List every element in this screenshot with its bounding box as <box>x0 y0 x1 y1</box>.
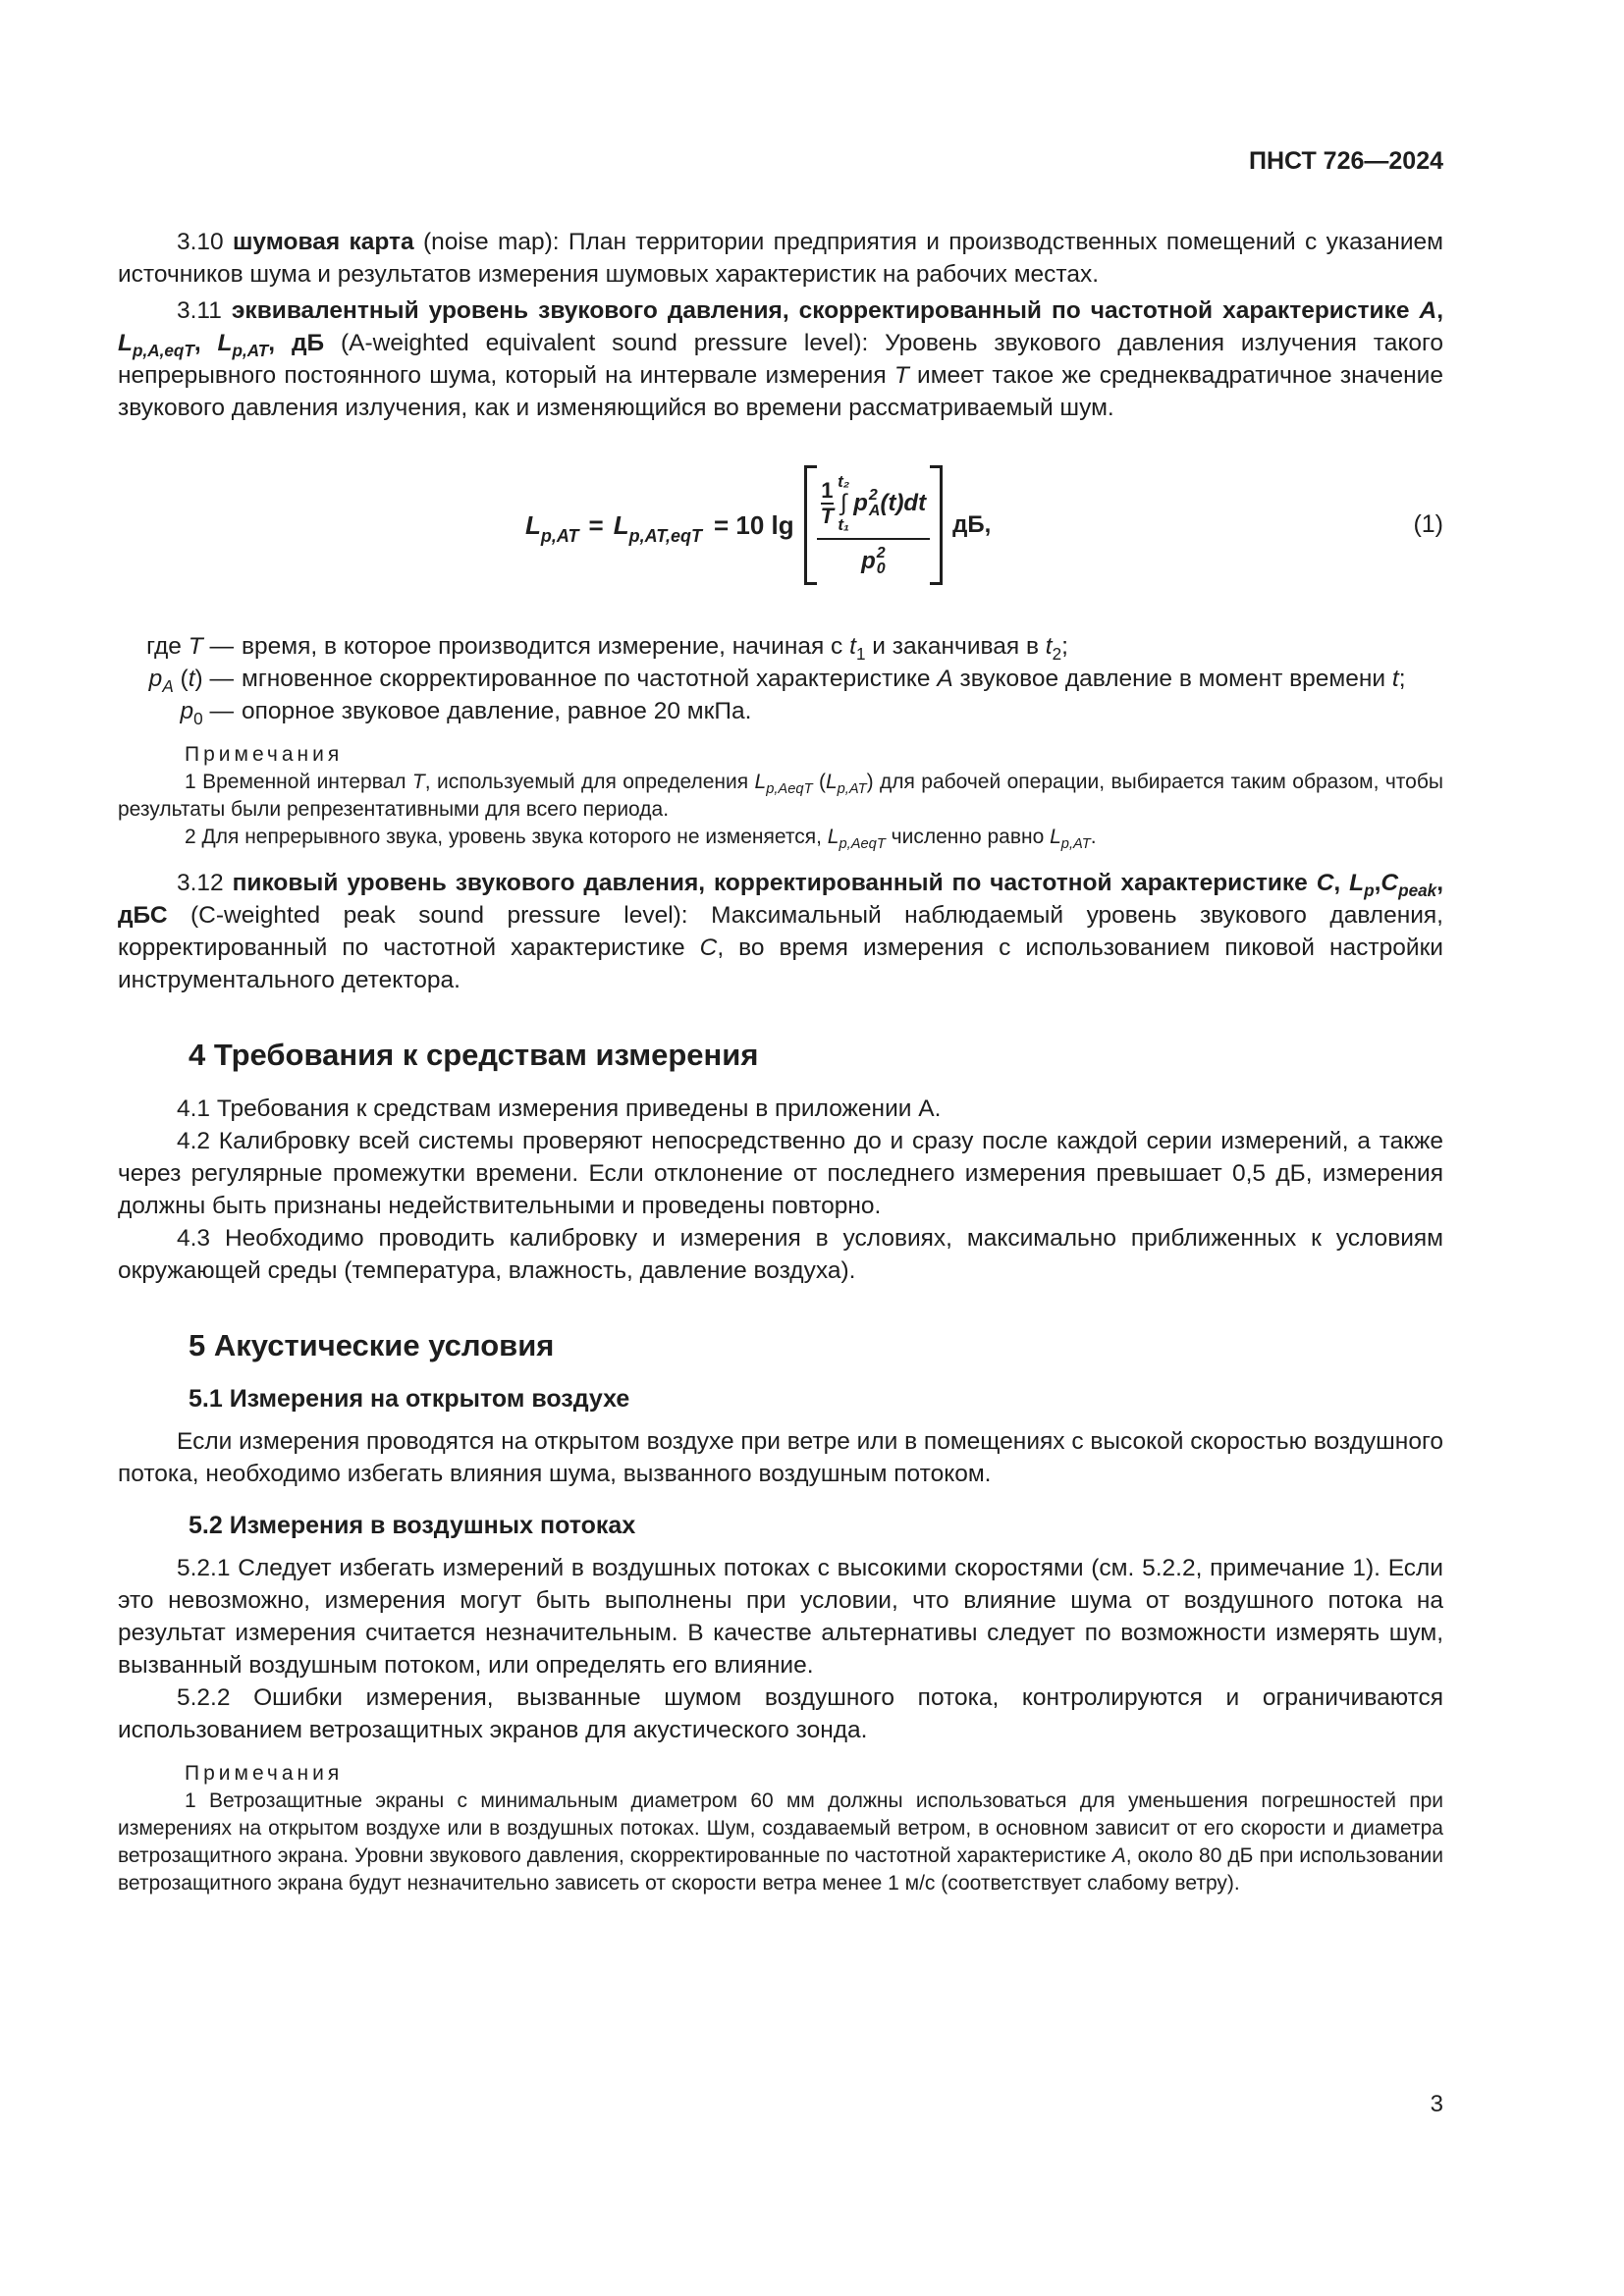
integral-sign: ∫ <box>839 490 847 516</box>
text-run: ) — <box>194 666 234 692</box>
formula-row <box>525 465 991 585</box>
text-run: T <box>893 362 909 389</box>
text-run: — <box>202 633 234 660</box>
text-run: , дБС <box>118 870 1443 929</box>
text-run: , <box>1436 297 1443 324</box>
text-run: , во время измерения с использованием пиковой настройки инструментального детектора. <box>118 934 1443 993</box>
formula-symbol: L <box>525 509 541 540</box>
page-content <box>118 226 1443 1897</box>
text-run: C <box>1316 870 1334 896</box>
text-run: L <box>825 771 838 793</box>
formula-subscript: A <box>868 503 881 519</box>
text-run: C <box>699 934 718 961</box>
text-run: A <box>1419 297 1437 324</box>
text-run: опорное звуковое давление, равное 20 мкПа. <box>242 698 752 724</box>
text-run: ; <box>1398 666 1406 692</box>
term-3-11 <box>118 294 1443 424</box>
definition-term <box>118 630 234 663</box>
text-run: A <box>937 666 953 692</box>
formula-unit: дБ, <box>952 511 992 538</box>
clause-4-3 <box>118 1222 1443 1287</box>
formula-superscript: 2 <box>868 487 878 504</box>
definition-desc <box>234 663 1443 695</box>
formula-symbol: L <box>613 509 629 540</box>
subscript-run: p,A,eqT <box>132 341 194 360</box>
formula-subscript: 0 <box>876 561 886 577</box>
formula-mid <box>613 509 702 546</box>
text-run: 3.10 <box>177 229 233 255</box>
text-run: L <box>1050 826 1061 848</box>
text-run: , используемый для определения <box>424 771 755 793</box>
text-run: (A-weighted equivalent sound pressure level): Уровень звукового давления излучения такого непрерывного постоянного шума, который на интервале измерения <box>118 330 1443 389</box>
section-4-heading: 4 Требования к средствам измерения <box>189 1038 759 1072</box>
formula-subscript: p,AT <box>540 525 579 546</box>
text-run: C <box>1380 870 1399 896</box>
text-run: звуковое давление в момент времени <box>952 666 1392 692</box>
text-run: 2 Для непрерывного звука, уровень звука которого не изменяется, <box>185 826 828 848</box>
text-run: мгновенное скорректированное по частотной характеристике <box>242 666 938 692</box>
subscript-run: 2 <box>1052 644 1062 664</box>
text-run: t <box>849 633 856 660</box>
definition-item <box>118 695 1443 727</box>
formula-equals: = <box>588 509 604 540</box>
text-run: (C-weighted peak sound pressure level): Максимальный наблюдаемый уровень звукового давления, корректированный по частотной характеристике <box>118 902 1443 961</box>
text-run: где <box>146 633 189 660</box>
clause-4-1 <box>118 1093 1443 1125</box>
clause-5-2-1 <box>118 1552 1443 1682</box>
formula-p0 <box>861 546 886 577</box>
document-header-id: ПНСТ 726—2024 <box>1249 147 1443 175</box>
right-bracket-top <box>930 465 940 468</box>
text-run: 5.2.1 Следует избегать измерений в воздушных потоках с высокими скоростями (см. 5.2.2, примечание 1). Если это невозможно, измерения могут быть выполнены при условии, что влияние шума от воздушного потока на результат измерения считается незначительным. В качестве альтернативы следует по возможности измерять шум, вызванный воздушным потоком, или определять его влияние. <box>118 1555 1443 1679</box>
clause-5-2-2 <box>118 1682 1443 1746</box>
text-run: p <box>180 698 194 724</box>
text-run: 4.2 Калибровку всей системы проверяют непосредственно до и сразу после каждой серии измерений, а также через регулярные промежутки времени. Если отклонение от последнего измерения превышает 0,5 дБ, измерения должны быть признаны недействительными и проведены повторно. <box>118 1128 1443 1219</box>
text-run: шумовая карта <box>233 229 414 255</box>
formula-pA <box>853 488 926 519</box>
text-run: t <box>188 666 195 692</box>
text-run: 3.12 <box>177 870 233 896</box>
text-run: , около 80 дБ при использовании ветрозащитного экрана будут незначительно зависеть от скорости ветра менее 1 м/с (соответствует слабому ветру). <box>118 1844 1443 1895</box>
text-run: 1 Ветрозащитные экраны с минимальным диаметром 60 мм должны использоваться для уменьшения погрешностей при измерениях на открытом воздухе или в воздушных потоках. Шум, создаваемый ветром, в основном зависит от его скорости и диаметра ветрозащитного экрана. Уровни звукового давления, скорректированные по частотной характеристике <box>118 1789 1443 1867</box>
text-run: L <box>827 826 839 848</box>
text-run: и заканчивая в <box>865 633 1046 660</box>
text-run: L <box>217 330 233 356</box>
notes-title: Примечания <box>185 1762 344 1785</box>
section-5-heading: 5 Акустические условия <box>189 1328 555 1362</box>
text-run: — <box>202 698 234 724</box>
text-run: L <box>118 330 133 356</box>
text-run: (noise map): План территории предприятия и производственных помещений с указанием источников шума и результатов измерения шумовых характеристик на рабочих местах. <box>118 229 1443 288</box>
formula-symbol: p <box>861 548 876 574</box>
definition-desc <box>234 630 1443 663</box>
equation-number: (1) <box>1413 510 1443 538</box>
text-run: , дБ <box>268 330 325 356</box>
formula-scripts <box>869 488 881 519</box>
formula-lhs <box>525 509 579 546</box>
text-run: t <box>1391 666 1399 692</box>
text-run: . <box>1090 826 1097 848</box>
term-3-12 <box>118 867 1443 996</box>
note-5-1 <box>118 1788 1443 1897</box>
text-run: ( <box>173 666 189 692</box>
subscript-run: p,AT <box>232 341 269 360</box>
right-bracket-bottom <box>930 582 940 585</box>
clause-5-1-text <box>118 1425 1443 1490</box>
formula-T: T <box>820 504 835 528</box>
fraction-numerator <box>817 473 930 538</box>
integral-upper: t₂ <box>838 472 850 491</box>
subsection-5-2-heading: 5.2 Измерения в воздушных потоках <box>189 1512 636 1539</box>
text-run: пиковый уровень звукового давления, корректированный по частотной характеристике <box>232 870 1317 896</box>
text-run: 4.1 Требования к средствам измерения приведены в приложении А. <box>177 1095 942 1122</box>
definition-item <box>118 630 1443 663</box>
one-over-T <box>821 479 834 528</box>
text-run: 3.11 <box>177 297 232 324</box>
subscript-run: A <box>162 676 174 696</box>
formula-1 <box>118 432 1443 618</box>
text-run: L <box>1349 870 1365 896</box>
text-run: ( <box>812 771 826 793</box>
definition-desc <box>234 695 1443 727</box>
integral-lower: t₁ <box>838 515 849 534</box>
definitions-list <box>118 630 1443 727</box>
term-3-10 <box>118 226 1443 291</box>
subscript-run: p,AeqT <box>839 836 886 853</box>
text-run: численно равно <box>885 826 1051 848</box>
text-run: T <box>411 771 425 793</box>
text-run: 4.3 Необходимо проводить калибровку и измерения в условиях, максимально приближенных к условиям окружающей среды (температура, влажность, давление воздуха). <box>118 1225 1443 1284</box>
notes-title: Примечания <box>185 743 344 766</box>
text-run: L <box>754 771 767 793</box>
subsection-5-1-heading: 5.1 Измерения на открытом воздухе <box>189 1385 630 1413</box>
text-run: , <box>1374 870 1381 896</box>
subscript-run: 1 <box>855 644 866 664</box>
main-fraction <box>817 473 930 577</box>
formula-scripts <box>877 546 886 577</box>
note-1 <box>118 769 1443 824</box>
text-run: , <box>193 330 218 356</box>
formula-log: = 10 lg <box>713 509 794 540</box>
text-run: 5.2.2 Ошибки измерения, вызванные шумом воздушного потока, контролируются и ограничиваются использованием ветрозащитных экранов для акустического зонда. <box>118 1684 1443 1743</box>
subscript-run: p,AeqT <box>766 781 813 798</box>
text-run: t <box>1045 633 1053 660</box>
integral <box>838 473 849 534</box>
text-run: ) для рабочей операции, выбирается таким образом, чтобы результаты были репрезентативными для всего периода. <box>118 771 1443 821</box>
subscript-run: peak <box>1398 881 1437 900</box>
note-2 <box>118 824 1443 851</box>
clause-4-2 <box>118 1125 1443 1222</box>
fraction-denominator <box>817 538 930 577</box>
definition-term <box>118 663 234 695</box>
subscript-run: p <box>1364 881 1375 900</box>
page-number: 3 <box>1430 2091 1443 2117</box>
subscript-run: p,AT <box>837 781 867 798</box>
formula-symbol: p <box>853 490 868 516</box>
subscript-run: 0 <box>193 709 203 728</box>
formula-superscript: 2 <box>876 545 886 561</box>
text-run: A <box>1111 1844 1126 1867</box>
formula-subscript: p,AT,eqT <box>628 525 702 546</box>
text-run: 1 Временной интервал <box>185 771 412 793</box>
text-run: Если измерения проводятся на открытом воздухе при ветре или в помещениях с высокой скоростью воздушного потока, необходимо избегать влияния шума, вызванного воздушным потоком. <box>118 1428 1443 1487</box>
text-run: ; <box>1061 633 1068 660</box>
text-run: p <box>148 666 163 692</box>
text-run: T <box>188 633 203 660</box>
definition-item <box>118 663 1443 695</box>
text-run: время, в которое производится измерение, начиная с <box>242 633 850 660</box>
text-run: , <box>1333 870 1350 896</box>
definition-term <box>118 695 234 727</box>
subscript-run: p,AT <box>1060 836 1091 853</box>
text-run: эквивалентный уровень звукового давления, скорректированный по частотной характеристике <box>231 297 1420 324</box>
formula-arg: (t)dt <box>880 490 927 516</box>
formula-one: 1 <box>821 478 834 503</box>
bracketed-fraction <box>804 465 943 585</box>
text-run: имеет такое же среднеквадратичное значение звукового давления излучения, как и изменяющийся во времени рассматриваемый шум. <box>118 362 1443 421</box>
